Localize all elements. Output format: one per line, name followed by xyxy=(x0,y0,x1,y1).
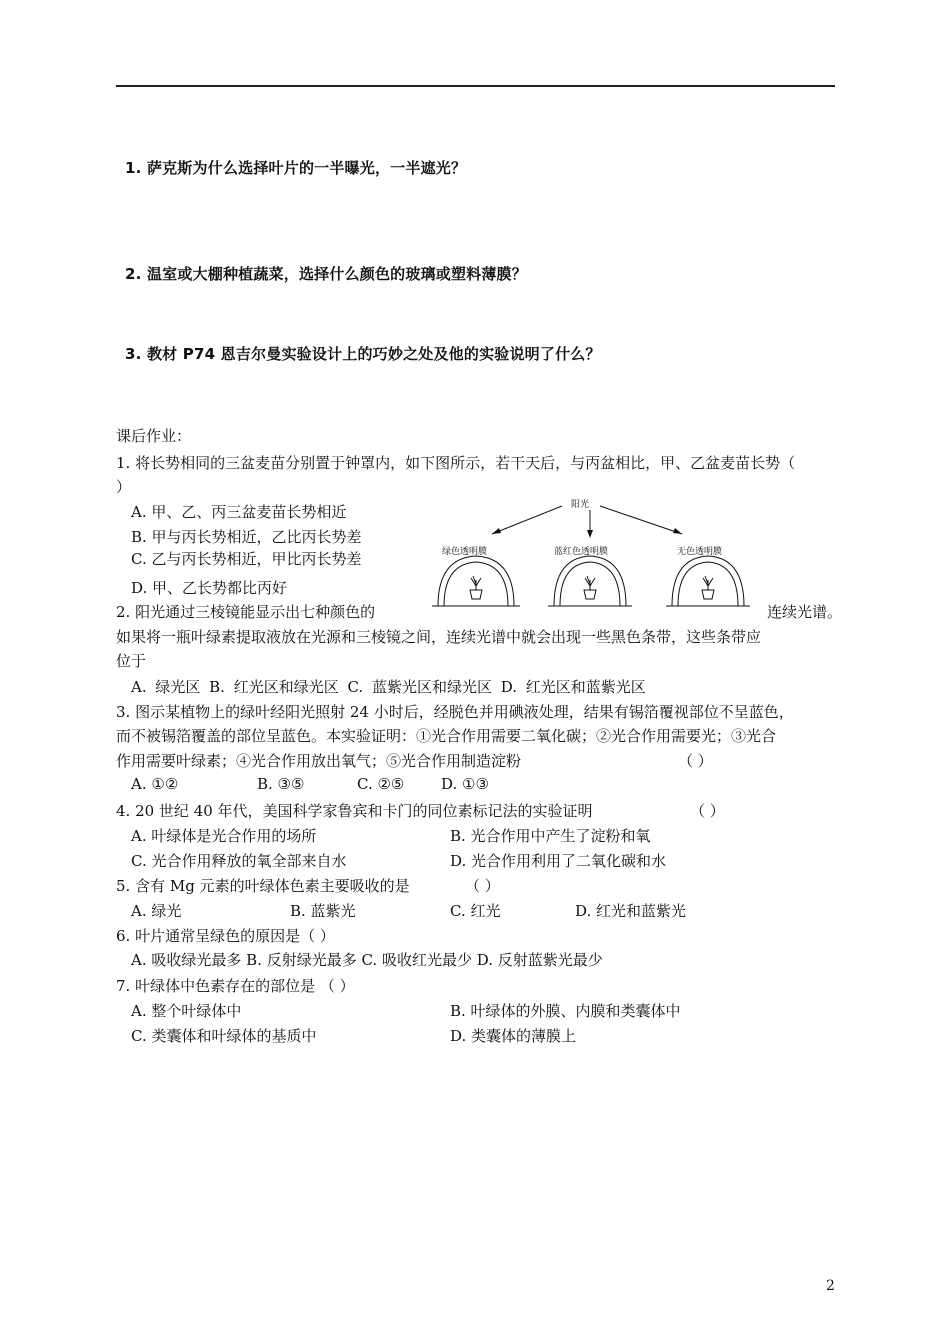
hw-q1-option-b: B. 甲与丙长势相近，乙比丙长势差 xyxy=(131,528,362,546)
hw-q3-option-a: A. ①② xyxy=(131,775,179,793)
question-2: 2. 温室或大棚种植蔬菜，选择什么颜色的玻璃或塑料薄膜？ xyxy=(125,265,527,283)
hw-q7-option-a: A. 整个叶绿体中 xyxy=(131,1002,242,1020)
hw-q5-option-b: B. 蓝紫光 xyxy=(290,902,356,920)
hw-q7-option-c: C. 类囊体和叶绿体的基质中 xyxy=(131,1027,317,1045)
hw-q2-options: A. 绿光区 B. 红光区和绿光区 C. 蓝紫光区和绿光区 D. 红光区和蓝紫光区 xyxy=(131,678,646,696)
question-1: 1. 萨克斯为什么选择叶片的一半曝光，一半遮光？ xyxy=(125,159,467,177)
bell-jar-yi xyxy=(548,556,632,606)
sun-arrow-left xyxy=(492,506,562,534)
film-label-bluered: 蓝红色透明膜 xyxy=(554,547,609,557)
hw-q7-stem: 7. 叶绿体中色素存在的部位是 （ ） xyxy=(116,977,355,995)
hw-q1-option-a: A. 甲、乙、丙三盆麦苗长势相近 xyxy=(131,503,347,521)
hw-q3-line3: 作用需要叶绿素；④光合作用放出氧气；⑤光合作用制造淀粉 xyxy=(116,752,522,770)
hw-q3-option-c: C. ②⑤ xyxy=(357,775,405,793)
homework-heading: 课后作业： xyxy=(116,427,192,445)
hw-q1-stem-end: ） xyxy=(116,478,132,496)
hw-q2-line1: 2. 阳光通过三棱镜能显示出七种颜色的 xyxy=(116,603,376,621)
hw-q4-option-d: D. 光合作用利用了二氧化碳和水 xyxy=(450,852,667,870)
bell-jar-bing xyxy=(666,556,750,606)
hw-q1-option-c: C. 乙与丙长势相近，甲比丙长势差 xyxy=(131,550,362,568)
sun-arrowhead-right xyxy=(673,528,682,534)
hw-q1-stem: 1. 将长势相同的三盆麦苗分别置于钟罩内，如下图所示，若干天后，与丙盆相比，甲、乙盆麦苗长势（ xyxy=(116,454,796,472)
hw-q5-bracket: （ ） xyxy=(465,877,500,895)
hw-q3-option-d: D. ①③ xyxy=(441,775,489,793)
hw-q4-option-b: B. 光合作用中产生了淀粉和氧 xyxy=(450,827,651,845)
hw-q4-stem: 4. 20 世纪 40 年代，美国科学家鲁宾和卡门的同位素标记法的实验证明 xyxy=(116,802,593,820)
bell-jar-figure xyxy=(432,494,762,612)
hw-q4-bracket: （ ） xyxy=(690,802,725,820)
hw-q4-option-a: A. 叶绿体是光合作用的场所 xyxy=(131,827,317,845)
hw-q2-line3: 位于 xyxy=(116,652,147,670)
hw-q3-option-b: B. ③⑤ xyxy=(257,775,305,793)
header-rule xyxy=(116,85,835,87)
hw-q3-line2: 而不被锡箔覆盖的部位呈蓝色。本实验证明：①光合作用需要二氧化碳；②光合作用需要光；③光合 xyxy=(116,727,777,745)
hw-q6-options: A. 吸收绿光最多 B. 反射绿光最多 C. 吸收红光最少 D. 反射蓝紫光最少 xyxy=(131,951,603,969)
hw-q5-option-a: A. 绿光 xyxy=(131,902,182,920)
hw-q2-line2: 如果将一瓶叶绿素提取液放在光源和三棱镜之间，连续光谱中就会出现一些黑色条带，这些条带应 xyxy=(116,628,762,646)
sunlight-label: 阳光 xyxy=(571,500,590,510)
hw-q3-bracket: （ ） xyxy=(678,752,713,770)
film-label-green: 绿色透明膜 xyxy=(442,547,488,557)
bell-jar-jia xyxy=(432,556,520,606)
hw-q5-option-d: D. 红光和蓝紫光 xyxy=(575,902,687,920)
sun-arrowhead-middle xyxy=(587,530,593,538)
hw-q3-line1: 3. 图示某植物上的绿叶经阳光照射 24 小时后，经脱色并用碘液处理，结果有锡箔覆视部位不呈蓝色， xyxy=(116,703,794,721)
page-number: 2 xyxy=(826,1278,835,1294)
sun-arrowhead-left xyxy=(492,528,501,534)
question-3: 3. 教材 P74 恩吉尔曼实验设计上的巧妙之处及他的实验说明了什么？ xyxy=(125,345,601,363)
hw-q7-option-b: B. 叶绿体的外膜、内膜和类囊体中 xyxy=(450,1002,681,1020)
hw-q2-line1-end: 连续光谱。 xyxy=(767,603,843,621)
hw-q7-option-d: D. 类囊体的薄膜上 xyxy=(450,1027,577,1045)
hw-q4-option-c: C. 光合作用释放的氧全部来自水 xyxy=(131,852,347,870)
hw-q6-stem: 6. 叶片通常呈绿色的原因是（ ） xyxy=(116,927,335,945)
film-label-clear: 无色透明膜 xyxy=(677,547,723,557)
sun-arrow-right xyxy=(600,506,682,534)
hw-q5-stem: 5. 含有 Mg 元素的叶绿体色素主要吸收的是 xyxy=(116,877,410,895)
hw-q1-option-d: D. 甲、乙长势都比丙好 xyxy=(131,579,288,597)
hw-q5-option-c: C. 红光 xyxy=(450,902,501,920)
